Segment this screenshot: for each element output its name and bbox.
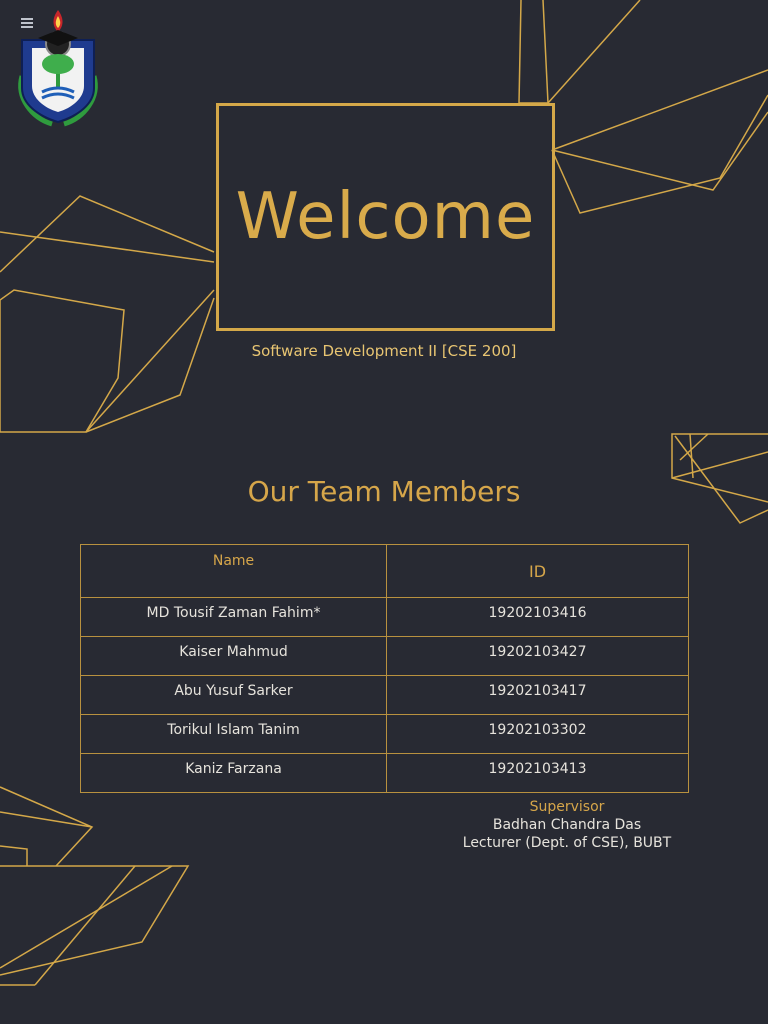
table-row [81, 598, 689, 637]
supervisor-block [447, 798, 687, 852]
table-row [81, 715, 689, 754]
course-subtitle: Software Development II [CSE 200] [251, 342, 517, 360]
member-id: 19202103413 [387, 754, 689, 793]
column-header-id: ID [387, 545, 689, 598]
table-header-row [81, 545, 689, 598]
member-name: Abu Yusuf Sarker [81, 676, 387, 715]
table-row [81, 637, 689, 676]
member-name: Kaiser Mahmud [81, 637, 387, 676]
team-table [80, 544, 689, 793]
university-logo [8, 6, 108, 130]
column-header-name: Name [81, 545, 387, 598]
team-heading: Our Team Members [247, 475, 521, 508]
member-name: Kaniz Farzana [81, 754, 387, 793]
member-id: 19202103302 [387, 715, 689, 754]
supervisor-name: Badhan Chandra Das [492, 817, 642, 833]
table-row [81, 754, 689, 793]
supervisor-label: Supervisor [529, 799, 605, 815]
supervisor-role: Lecturer (Dept. of CSE), BUBT [462, 835, 672, 851]
welcome-frame [216, 103, 555, 331]
member-id: 19202103427 [387, 637, 689, 676]
member-name: Torikul Islam Tanim [81, 715, 387, 754]
welcome-title: Welcome [235, 180, 536, 254]
member-id: 19202103417 [387, 676, 689, 715]
member-id: 19202103416 [387, 598, 689, 637]
member-name: MD Tousif Zaman Fahim* [81, 598, 387, 637]
table-row [81, 676, 689, 715]
